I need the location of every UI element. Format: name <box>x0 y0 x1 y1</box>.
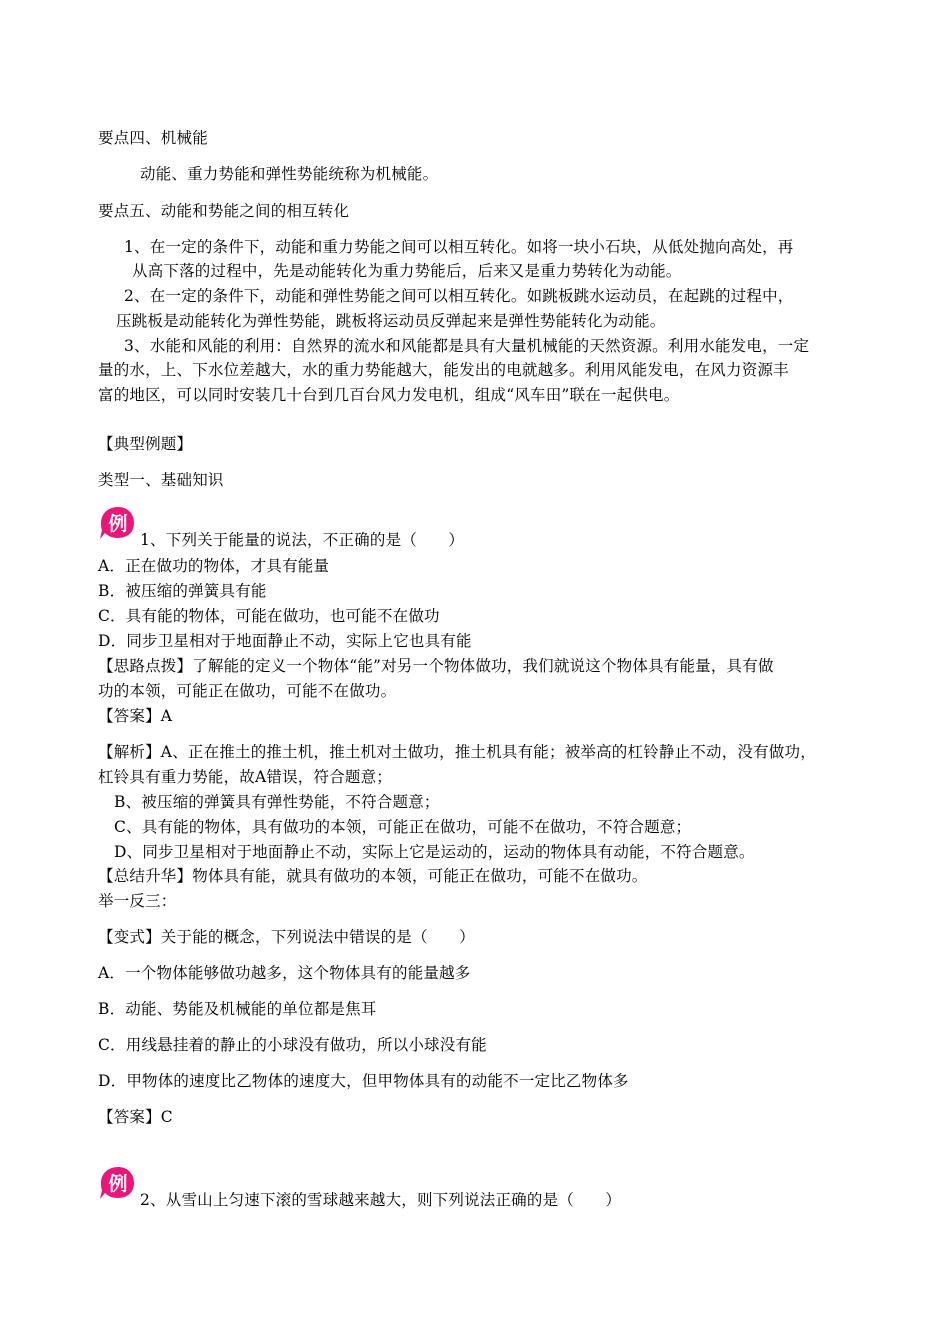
example1-option-a: A．正在做功的物体，才具有能量 <box>98 557 330 575</box>
example2-question: 2、从雪山上匀速下滚的雪球越来越大，则下列说法正确的是（ ） <box>140 1191 622 1209</box>
example1-option-c: C．具有能的物体，可能在做功，也可能不在做功 <box>98 607 440 625</box>
variant-answer: 【答案】C <box>98 1108 173 1126</box>
section4-heading: 要点四、机械能 <box>98 129 208 147</box>
example1-analysis: 【解析】A、正在推土的推土机，推土机对土做功，推土机具有能；被举高的杠铃静止不动，没有做功， <box>98 743 816 761</box>
example1-analysis: 杠铃具有重力势能，故A错误，符合题意； <box>98 768 392 786</box>
section4-text: 动能、重力势能和弹性势能统称为机械能。 <box>140 165 439 183</box>
example1-summary: 【总结升华】物体具有能，就具有做功的本领，可能正在做功，可能不在做功。 <box>98 867 648 885</box>
section5-line: 1、在一定的条件下，动能和重力势能之间可以相互转化。如将一块小石块，从低处抛向高处，再 <box>124 238 794 256</box>
variant-option-a: A．一个物体能够做功越多，这个物体具有的能量越多 <box>98 964 471 982</box>
example1-analysis: B、被压缩的弹簧具有弹性势能，不符合题意； <box>114 793 440 811</box>
example-badge-char: 例 <box>108 513 128 535</box>
variant-option-b: B．动能、势能及机械能的单位都是焦耳 <box>98 1000 377 1018</box>
section5-line: 2、在一定的条件下，动能和弹性势能之间可以相互转化。如跳板跳水运动员，在起跳的过程中， <box>124 287 794 305</box>
example-badge-char: 例 <box>108 1173 128 1195</box>
variant-question: 【变式】关于能的概念，下列说法中错误的是（ ） <box>98 928 475 946</box>
variant-option-d: D．甲物体的速度比乙物体的速度大，但甲物体具有的动能不一定比乙物体多 <box>98 1072 629 1090</box>
example1-question: 1、下列关于能量的说法，不正确的是（ ） <box>140 531 465 549</box>
practice-heading: 举一反三： <box>98 892 177 910</box>
example1-analysis: C、具有能的物体，具有做功的本领，可能正在做功，可能不在做功，不符合题意； <box>114 818 692 836</box>
section5-line: 富的地区，可以同时安装几十台到几百台风力发电机，组成“风车田”联在一起供电。 <box>98 386 680 404</box>
example1-hint: 功的本领，可能正在做功，可能不在做功。 <box>98 682 397 700</box>
examples-heading: 【典型例题】 <box>98 435 193 453</box>
example-badge-icon <box>97 505 137 541</box>
type1-heading: 类型一、基础知识 <box>98 471 224 489</box>
section5-line: 从高下落的过程中，先是动能转化为重力势能后，后来又是重力势转化为动能。 <box>132 262 682 280</box>
section5-line: 量的水，上、下水位差越大，水的重力势能越大，能发出的电就越多。利用风能发电，在风力资源丰 <box>98 361 789 379</box>
example1-analysis: D、同步卫星相对于地面静止不动，实际上它是运动的，运动的物体具有动能，不符合题意。 <box>114 843 755 861</box>
example1-hint: 【思路点拨】了解能的定义一个物体“能”对另一个物体做功，我们就说这个物体具有能量，具有做 <box>98 657 774 675</box>
example1-answer: 【答案】A <box>98 707 173 725</box>
section5-line: 压跳板是动能转化为弹性势能，跳板将运动员反弹起来是弹性势能转化为动能。 <box>116 312 666 330</box>
example1-option-b: B．被压缩的弹簧具有能 <box>98 582 267 600</box>
variant-option-c: C．用线悬挂着的静止的小球没有做功，所以小球没有能 <box>98 1036 487 1054</box>
example-badge-icon <box>97 1165 137 1201</box>
section5-line: 3、水能和风能的利用：自然界的流水和风能都是具有大量机械能的天然资源。利用水能发电，一定 <box>124 337 810 355</box>
example1-option-d: D．同步卫星相对于地面静止不动，实际上它也具有能 <box>98 632 472 650</box>
section5-heading: 要点五、动能和势能之间的相互转化 <box>98 202 350 220</box>
